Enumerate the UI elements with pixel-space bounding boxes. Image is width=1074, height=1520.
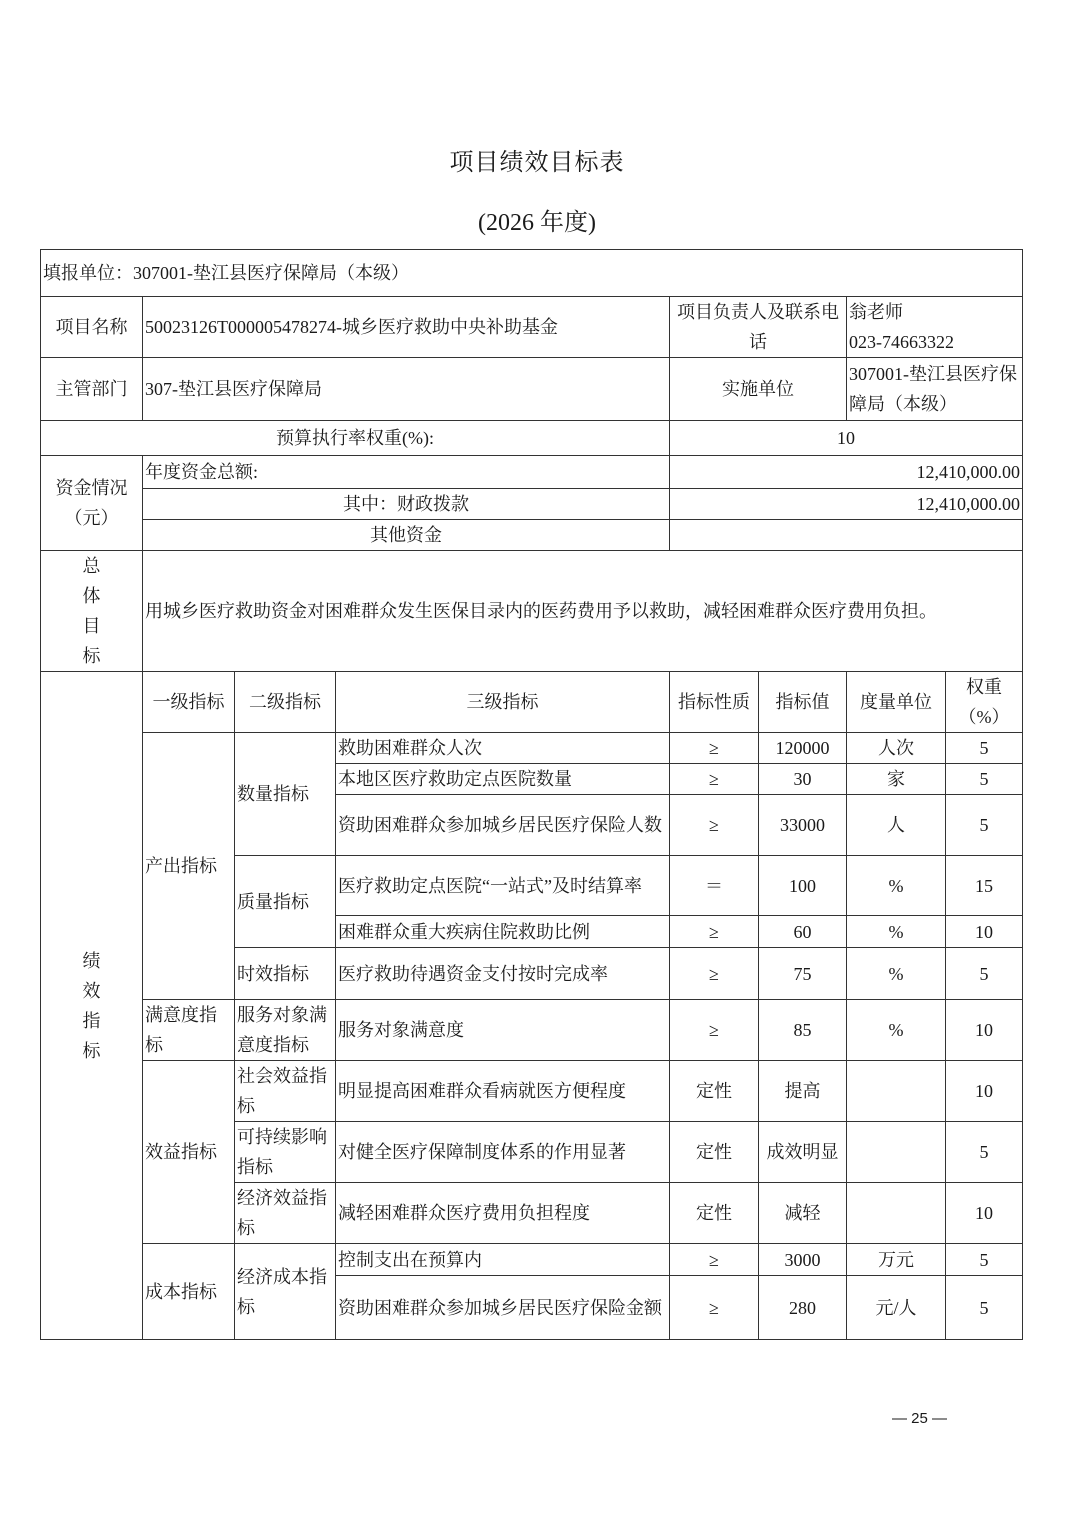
department-value: 307-垫江县医疗保障局 bbox=[143, 358, 670, 421]
contact-name: 翁老师 bbox=[849, 302, 903, 322]
indicator-name: 救助困难群众人次 bbox=[336, 733, 670, 764]
indicator-weight: 10 bbox=[946, 1183, 1023, 1244]
indicator-label-char: 指 bbox=[82, 1010, 101, 1031]
level2-economic-cost: 经济成本指标 bbox=[235, 1244, 336, 1340]
funds-fiscal-value: 12,410,000.00 bbox=[670, 489, 1023, 520]
project-name-label: 项目名称 bbox=[41, 297, 143, 358]
level2-quantity: 数量指标 bbox=[235, 733, 336, 856]
filling-unit-label: 填报单位： bbox=[43, 263, 133, 283]
indicator-name: 服务对象满意度 bbox=[336, 1000, 670, 1061]
indicator-value: 33000 bbox=[759, 795, 847, 856]
funds-fiscal-label: 其中：财政拨款 bbox=[143, 489, 670, 520]
indicator-name: 资助困难群众参加城乡居民医疗保险人数 bbox=[336, 795, 670, 856]
indicator-name: 明显提高困难群众看病就医方便程度 bbox=[336, 1061, 670, 1122]
indicator-nature: 定性 bbox=[670, 1183, 759, 1244]
funds-other-value bbox=[670, 520, 1023, 551]
indicator-unit: % bbox=[847, 948, 946, 1000]
indicator-nature: ≥ bbox=[670, 1276, 759, 1340]
budget-weight-value: 10 bbox=[670, 421, 1023, 456]
filling-unit-row bbox=[41, 250, 1023, 297]
budget-weight-row bbox=[41, 421, 1023, 456]
indicator-value: 30 bbox=[759, 764, 847, 795]
funds-other-label: 其他资金 bbox=[143, 520, 670, 551]
indicator-value: 成效明显 bbox=[759, 1122, 847, 1183]
indicator-nature: ≥ bbox=[670, 948, 759, 1000]
filling-unit-value: 307001-垫江县医疗保障局（本级） bbox=[133, 263, 409, 283]
col-header-level3: 三级指标 bbox=[336, 672, 670, 733]
level1-satisfaction: 满意度指标 bbox=[143, 1000, 235, 1061]
indicator-value: 3000 bbox=[759, 1244, 847, 1276]
overall-goal-label bbox=[41, 551, 143, 672]
overall-goal-text: 用城乡医疗救助资金对困难群众发生医保目录内的医药费用予以救助，减轻困难群众医疗费用负担。 bbox=[143, 551, 1023, 672]
indicator-name: 资助困难群众参加城乡居民医疗保险金额 bbox=[336, 1276, 670, 1340]
funds-label bbox=[41, 456, 143, 551]
performance-goal-table bbox=[40, 249, 1023, 1340]
indicator-nature: ＝ bbox=[670, 856, 759, 916]
indicator-weight: 5 bbox=[946, 1244, 1023, 1276]
indicator-nature: ≥ bbox=[670, 764, 759, 795]
level2-timeliness: 时效指标 bbox=[235, 948, 336, 1000]
indicator-value: 280 bbox=[759, 1276, 847, 1340]
indicator-weight: 15 bbox=[946, 856, 1023, 916]
indicator-unit bbox=[847, 1183, 946, 1244]
indicator-row bbox=[41, 1061, 1023, 1122]
indicator-unit: % bbox=[847, 856, 946, 916]
indicator-header-row bbox=[41, 672, 1023, 733]
indicator-nature: ≥ bbox=[670, 1000, 759, 1061]
filling-unit-cell bbox=[41, 250, 1023, 297]
indicator-row bbox=[41, 733, 1023, 764]
indicator-value: 85 bbox=[759, 1000, 847, 1061]
indicator-unit: 人 bbox=[847, 795, 946, 856]
indicator-weight: 5 bbox=[946, 733, 1023, 764]
contact-label: 项目负责人及联系电话 bbox=[670, 297, 847, 358]
indicator-nature: 定性 bbox=[670, 1061, 759, 1122]
project-name-value: 50023126T000005478274-城乡医疗救助中央补助基金 bbox=[143, 297, 670, 358]
page-number: — 25 — bbox=[892, 1410, 948, 1427]
indicator-nature: ≥ bbox=[670, 733, 759, 764]
indicator-unit bbox=[847, 1122, 946, 1183]
indicator-unit: % bbox=[847, 1000, 946, 1061]
indicator-unit: % bbox=[847, 916, 946, 948]
col-header-level1: 一级指标 bbox=[143, 672, 235, 733]
indicator-value: 120000 bbox=[759, 733, 847, 764]
overall-goal-row bbox=[41, 551, 1023, 672]
indicator-unit: 人次 bbox=[847, 733, 946, 764]
indicator-unit: 万元 bbox=[847, 1244, 946, 1276]
indicator-nature: ≥ bbox=[670, 795, 759, 856]
department-row bbox=[41, 358, 1023, 421]
col-header-nature: 指标性质 bbox=[670, 672, 759, 733]
indicator-weight: 5 bbox=[946, 1122, 1023, 1183]
level1-benefit: 效益指标 bbox=[143, 1061, 235, 1244]
indicator-value: 减轻 bbox=[759, 1183, 847, 1244]
indicator-name: 困难群众重大疾病住院救助比例 bbox=[336, 916, 670, 948]
indicator-unit: 元/人 bbox=[847, 1276, 946, 1340]
funds-label-line1: 资金情况 bbox=[55, 478, 128, 498]
indicator-unit: 家 bbox=[847, 764, 946, 795]
indicator-nature: ≥ bbox=[670, 916, 759, 948]
contact-cell bbox=[847, 297, 1023, 358]
funds-total-value: 12,410,000.00 bbox=[670, 456, 1023, 489]
col-header-weight: 权重（%） bbox=[946, 672, 1023, 733]
level2-quality: 质量指标 bbox=[235, 856, 336, 948]
indicator-unit bbox=[847, 1061, 946, 1122]
level2-sustainable-impact: 可持续影响指标 bbox=[235, 1122, 336, 1183]
goal-label-char: 目 bbox=[82, 616, 101, 636]
goal-label-char: 总 bbox=[82, 556, 101, 576]
indicator-value: 100 bbox=[759, 856, 847, 916]
indicator-name: 控制支出在预算内 bbox=[336, 1244, 670, 1276]
indicator-nature: 定性 bbox=[670, 1122, 759, 1183]
indicator-name: 对健全医疗保障制度体系的作用显著 bbox=[336, 1122, 670, 1183]
indicator-row bbox=[41, 1000, 1023, 1061]
project-name-row bbox=[41, 297, 1023, 358]
funds-label-line2: （元） bbox=[64, 508, 119, 528]
indicator-name: 医疗救助待遇资金支付按时完成率 bbox=[336, 948, 670, 1000]
col-header-unit: 度量单位 bbox=[847, 672, 946, 733]
indicator-weight: 10 bbox=[946, 916, 1023, 948]
goal-label-char: 体 bbox=[82, 586, 101, 606]
contact-phone: 023-74663322 bbox=[849, 332, 954, 352]
indicator-label-char: 绩 bbox=[82, 950, 101, 971]
indicator-row bbox=[41, 1244, 1023, 1276]
indicator-nature: ≥ bbox=[670, 1244, 759, 1276]
document-title: 项目绩效目标表 bbox=[449, 150, 625, 176]
indicator-name: 本地区医疗救助定点医院数量 bbox=[336, 764, 670, 795]
indicator-weight: 10 bbox=[946, 1061, 1023, 1122]
indicator-name: 医疗救助定点医院“一站式”及时结算率 bbox=[336, 856, 670, 916]
budget-weight-label: 预算执行率权重(%): bbox=[41, 421, 670, 456]
indicator-label-char: 效 bbox=[82, 980, 101, 1001]
performance-indicator-label bbox=[41, 672, 143, 1340]
level1-output: 产出指标 bbox=[143, 733, 235, 1000]
col-header-level2: 二级指标 bbox=[235, 672, 336, 733]
funds-fiscal-row bbox=[41, 489, 1023, 520]
indicator-value: 提高 bbox=[759, 1061, 847, 1122]
level2-economic-benefit: 经济效益指标 bbox=[235, 1183, 336, 1244]
implementing-unit-value: 307001-垫江县医疗保障局（本级） bbox=[847, 358, 1023, 421]
implementing-unit-label: 实施单位 bbox=[670, 358, 847, 421]
document-subtitle: (2026 年度) bbox=[478, 210, 596, 236]
indicator-weight: 5 bbox=[946, 764, 1023, 795]
level1-cost: 成本指标 bbox=[143, 1244, 235, 1340]
indicator-value: 75 bbox=[759, 948, 847, 1000]
indicator-weight: 10 bbox=[946, 1000, 1023, 1061]
department-label: 主管部门 bbox=[41, 358, 143, 421]
funds-total-row bbox=[41, 456, 1023, 489]
indicator-weight: 5 bbox=[946, 795, 1023, 856]
col-header-value: 指标值 bbox=[759, 672, 847, 733]
indicator-value: 60 bbox=[759, 916, 847, 948]
funds-total-label: 年度资金总额: bbox=[143, 456, 670, 489]
indicator-name: 减轻困难群众医疗费用负担程度 bbox=[336, 1183, 670, 1244]
indicator-weight: 5 bbox=[946, 1276, 1023, 1340]
indicator-weight: 5 bbox=[946, 948, 1023, 1000]
level2-service-satisfaction: 服务对象满意度指标 bbox=[235, 1000, 336, 1061]
level2-social-benefit: 社会效益指标 bbox=[235, 1061, 336, 1122]
indicator-label-char: 标 bbox=[82, 1040, 101, 1061]
goal-label-char: 标 bbox=[82, 646, 101, 666]
funds-other-row bbox=[41, 520, 1023, 551]
